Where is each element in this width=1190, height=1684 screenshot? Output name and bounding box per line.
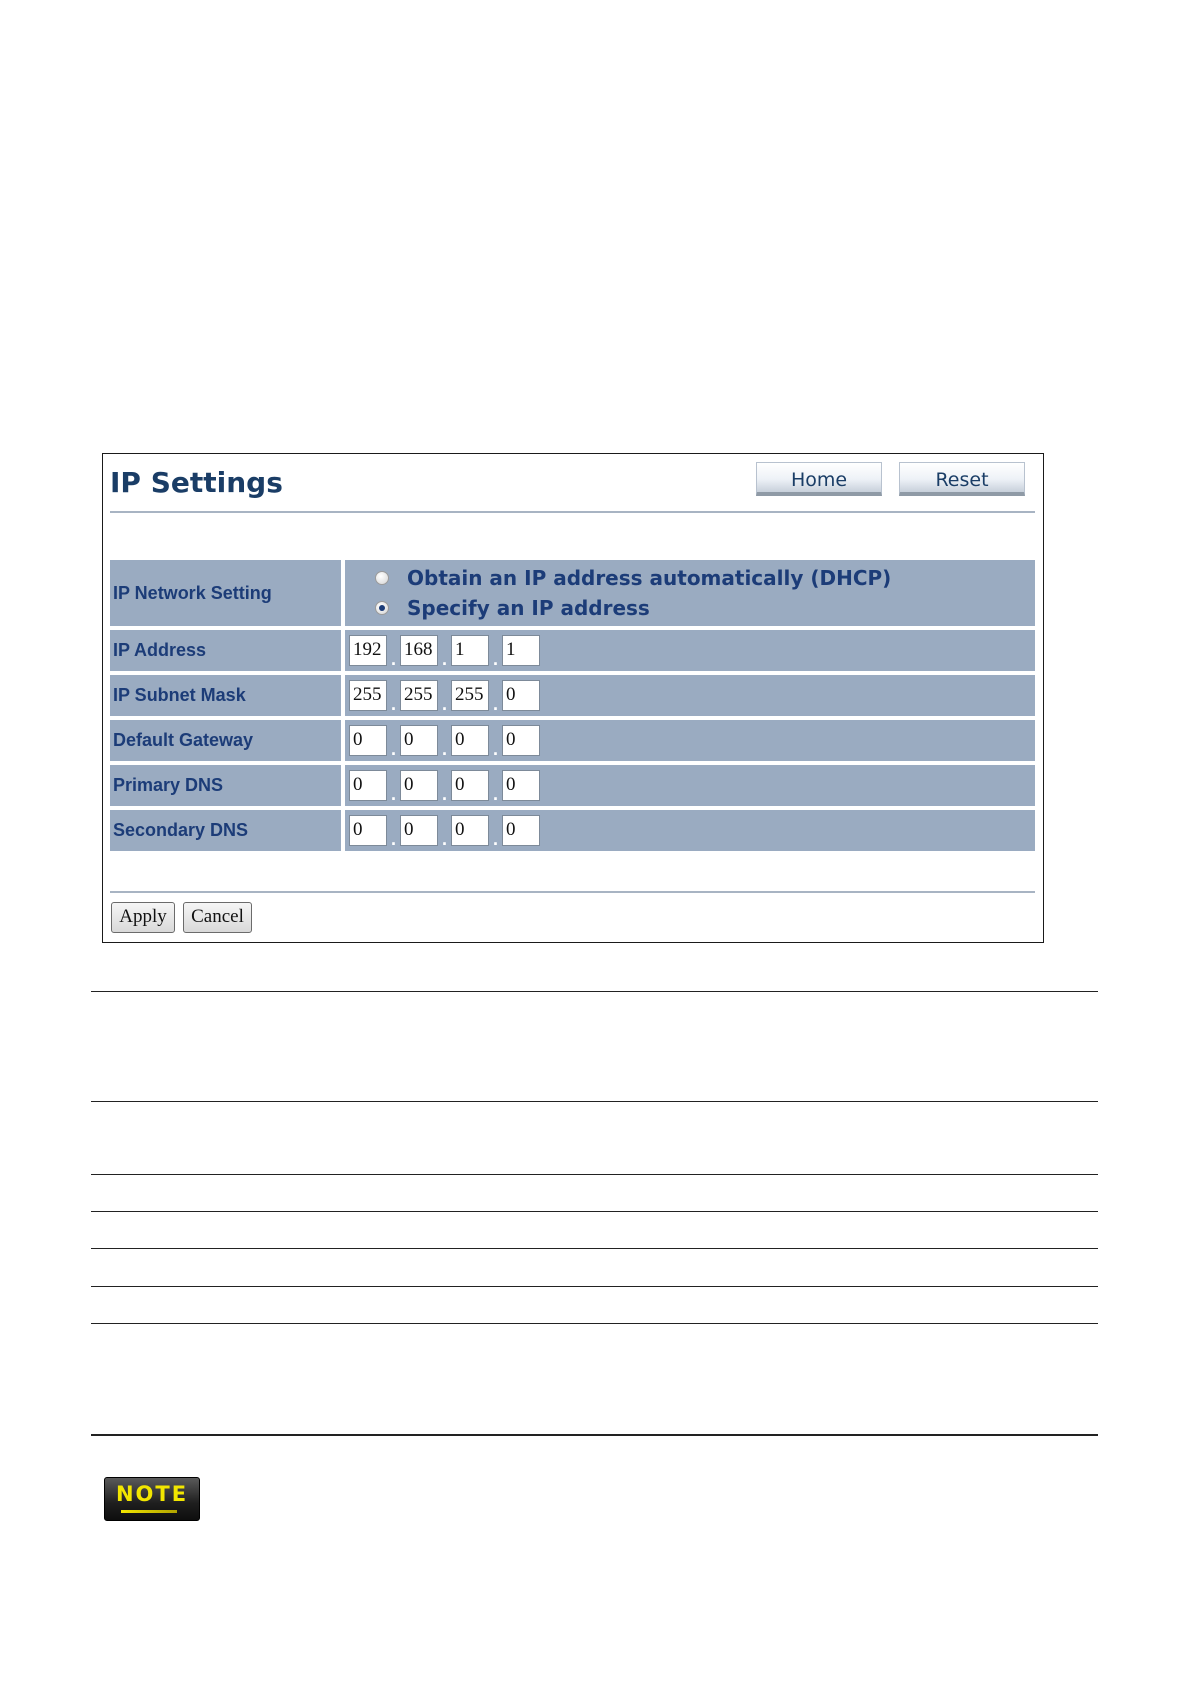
footer-divider xyxy=(110,891,1035,893)
default-gateway-octet-1[interactable]: 0 xyxy=(349,725,387,756)
page-title: IP Settings xyxy=(110,466,283,499)
reset-button[interactable]: Reset xyxy=(899,462,1025,496)
octet-separator: . xyxy=(441,649,447,669)
octet-separator: . xyxy=(492,694,498,714)
secondary-dns-value xyxy=(345,810,1035,851)
default-gateway-octet-4[interactable]: 0 xyxy=(502,725,540,756)
octet-separator: . xyxy=(492,784,498,804)
ip-settings-panel xyxy=(102,453,1044,943)
primary-dns-octet-3[interactable]: 0 xyxy=(451,770,489,801)
note-badge xyxy=(104,1477,200,1521)
static-ip-radio[interactable] xyxy=(375,601,389,615)
table-rule xyxy=(91,1101,1098,1102)
ip-network-setting-value xyxy=(345,560,1035,626)
secondary-dns-fields xyxy=(349,815,540,849)
cancel-button[interactable]: Cancel xyxy=(183,902,252,933)
primary-dns-octet-1[interactable]: 0 xyxy=(349,770,387,801)
default-gateway-value xyxy=(345,720,1035,761)
network-mode-radio-group xyxy=(349,563,891,623)
primary-dns-octet-2[interactable]: 0 xyxy=(400,770,438,801)
settings-table xyxy=(110,560,1035,855)
subnet-mask-octet-2[interactable]: 255 xyxy=(400,680,438,711)
header-divider xyxy=(110,511,1035,513)
octet-separator: . xyxy=(492,829,498,849)
ip-address-value xyxy=(345,630,1035,671)
dhcp-radio-label[interactable]: Obtain an IP address automatically (DHCP) xyxy=(407,566,892,590)
ip-network-setting-row xyxy=(110,560,1035,626)
secondary-dns-label: Secondary DNS xyxy=(110,810,341,851)
octet-separator: . xyxy=(441,739,447,759)
note-underline xyxy=(121,1510,177,1513)
secondary-dns-octet-4[interactable]: 0 xyxy=(502,815,540,846)
ip-network-setting-label: IP Network Setting xyxy=(110,560,341,626)
subnet-mask-octet-4[interactable]: 0 xyxy=(502,680,540,711)
default-gateway-label: Default Gateway xyxy=(110,720,341,761)
subnet-mask-row xyxy=(110,675,1035,716)
default-gateway-row xyxy=(110,720,1035,761)
static-ip-radio-label[interactable]: Specify an IP address xyxy=(407,596,650,620)
primary-dns-row xyxy=(110,765,1035,806)
table-rule xyxy=(91,1211,1098,1212)
dhcp-radio[interactable] xyxy=(375,571,389,585)
primary-dns-label: Primary DNS xyxy=(110,765,341,806)
home-button[interactable]: Home xyxy=(756,462,882,496)
table-rule xyxy=(91,991,1098,992)
default-gateway-octet-3[interactable]: 0 xyxy=(451,725,489,756)
octet-separator: . xyxy=(390,829,396,849)
secondary-dns-octet-3[interactable]: 0 xyxy=(451,815,489,846)
ip-address-octet-3[interactable]: 1 xyxy=(451,635,489,666)
octet-separator: . xyxy=(390,649,396,669)
subnet-mask-label: IP Subnet Mask xyxy=(110,675,341,716)
table-rule xyxy=(91,1434,1098,1436)
primary-dns-value xyxy=(345,765,1035,806)
octet-separator: . xyxy=(390,739,396,759)
table-rule xyxy=(91,1286,1098,1287)
octet-separator: . xyxy=(390,784,396,804)
ip-address-octet-1[interactable]: 192 xyxy=(349,635,387,666)
default-gateway-fields xyxy=(349,725,540,759)
secondary-dns-octet-2[interactable]: 0 xyxy=(400,815,438,846)
note-label: NOTE xyxy=(115,1482,189,1506)
ip-address-row xyxy=(110,630,1035,671)
dhcp-option[interactable] xyxy=(375,563,891,593)
octet-separator: . xyxy=(390,694,396,714)
secondary-dns-row xyxy=(110,810,1035,851)
octet-separator: . xyxy=(441,829,447,849)
apply-button[interactable]: Apply xyxy=(111,902,175,933)
secondary-dns-octet-1[interactable]: 0 xyxy=(349,815,387,846)
octet-separator: . xyxy=(492,739,498,759)
table-rule xyxy=(91,1174,1098,1175)
subnet-mask-value xyxy=(345,675,1035,716)
subnet-mask-octet-3[interactable]: 255 xyxy=(451,680,489,711)
octet-separator: . xyxy=(441,694,447,714)
ip-address-octet-4[interactable]: 1 xyxy=(502,635,540,666)
ip-address-fields xyxy=(349,635,540,669)
subnet-mask-fields xyxy=(349,680,540,714)
octet-separator: . xyxy=(492,649,498,669)
table-rule xyxy=(91,1248,1098,1249)
octet-separator: . xyxy=(441,784,447,804)
default-gateway-octet-2[interactable]: 0 xyxy=(400,725,438,756)
ip-address-label: IP Address xyxy=(110,630,341,671)
primary-dns-octet-4[interactable]: 0 xyxy=(502,770,540,801)
ip-address-octet-2[interactable]: 168 xyxy=(400,635,438,666)
subnet-mask-octet-1[interactable]: 255 xyxy=(349,680,387,711)
table-rule xyxy=(91,1323,1098,1324)
primary-dns-fields xyxy=(349,770,540,804)
static-ip-option[interactable] xyxy=(375,593,891,623)
